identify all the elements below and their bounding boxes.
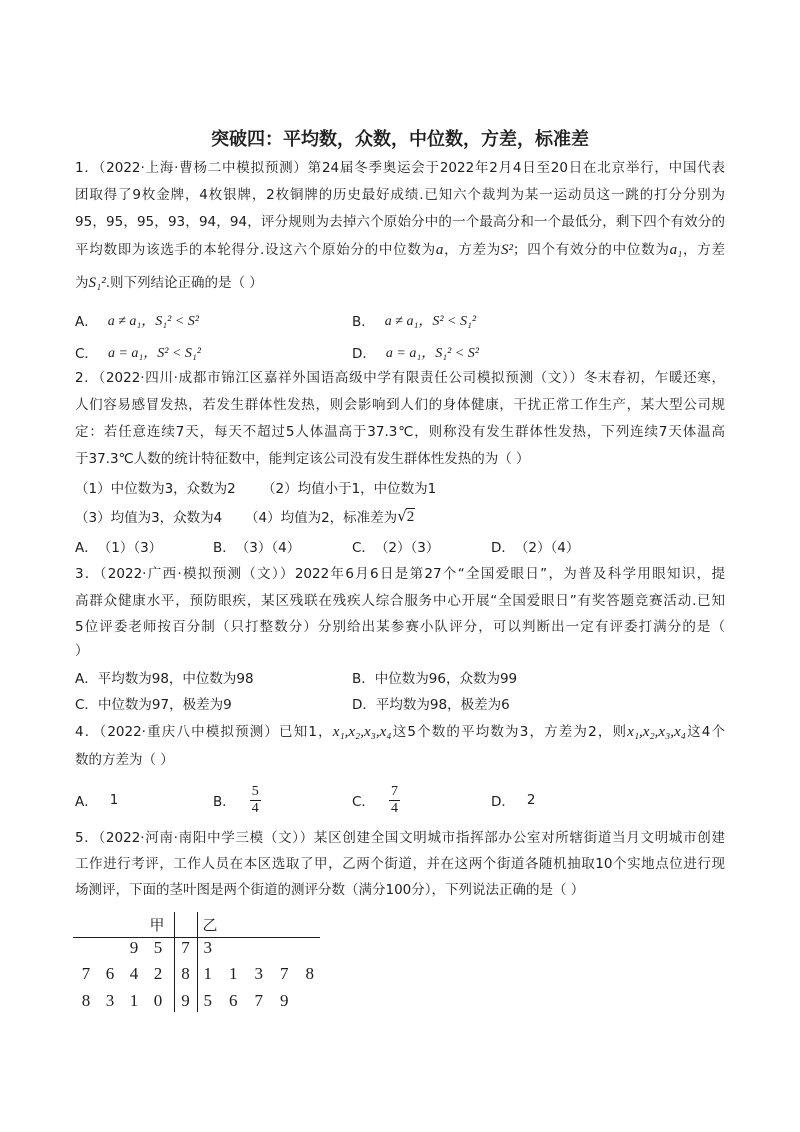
q4-line-2: 数的方差为（ ） [75,752,174,768]
q2-option-d [491,535,579,557]
q1-line-5-text-b: .则下列结论正确的是（ ） [105,275,263,291]
right-leaves [195,989,297,1013]
q2-item-3 [75,505,222,527]
q1-option-b [352,309,476,331]
leaf-digit: 8 [81,991,91,1010]
stem-value: 8 [181,964,190,983]
q4-line-1-text-b: 这5个数的平均数为3，方差为2，则 [391,724,628,740]
leaf-digit: 1 [129,991,139,1010]
item-text: （4）均值为2，标准差为 [245,510,398,526]
leaf-digit: 2 [153,964,163,983]
q1-option-d [352,341,479,363]
option-expression: a = a₁，S₁² < S² [385,346,479,361]
q4-line-1 [75,721,725,743]
fraction-denominator: 4 [390,800,398,816]
q2-line-1: 2．（2022·四川·成都市锦江区嘉祥外国语高级中学有限责任公司模拟预测（文））冬末春初，乍暖还寒， [75,370,725,386]
fraction-numerator: 5 [251,783,259,799]
q3-line-1: 3．（2022·广西·模拟预测（文））2022年6月6日是第27个“全国爱眼日”，为普及科学用眼知识，提 [75,566,725,582]
stem-leaf-row [73,936,323,960]
option-label: A． [75,314,98,330]
option-text: 平均数为98，极差为6 [375,697,510,713]
option-label: A． [75,540,98,556]
stem-leaf-row [73,962,323,986]
left-leaves [73,936,170,960]
fraction [389,784,400,817]
option-label: D． [491,540,515,556]
leaf-digit: 3 [254,964,263,983]
option-expression: a ≠ a₁，S² < S₁² [384,314,477,329]
option-text: 平均数为98，中位数为98 [97,671,254,687]
right-leaves [195,936,221,960]
option-expression: a ≠ a₁，S₁² < S² [107,314,200,329]
option-label: B． [213,794,236,810]
q2-line-2: 人们容易感冒发热，若发生群体性发热，则会影响到人们的身体健康，干扰正常工作生产，某大型公司规 [75,397,725,413]
q1-line-4-text-c: ；四个有效分的中位数为 [513,242,670,258]
q2-item-2 [262,476,436,498]
leaf-digit: 6 [229,991,238,1010]
option-label: D． [352,697,376,713]
item-text: （2）均值小于1，中位数为1 [262,481,437,497]
option-label: B． [213,540,236,556]
q1-line-4-text-a: 平均数即为该选手的本轮得分.设这六个原始分的中位数为 [75,242,436,258]
q4-option-a [75,783,118,817]
median-a1-symbol: a₁ [669,242,683,258]
q3-line-3: 5位评委老师按百分制（只打整数分）分别给出某参赛小队评分，可以判断出一定有评委打满分的是（ [75,619,725,635]
leaf-digit: 1 [229,964,238,983]
leaf-digit: 5 [153,938,163,957]
fraction-denominator: 4 [251,800,259,816]
x-variables-symbol: x₁,x₂,x₃,x₄ [627,724,686,740]
option-text: 1 [109,792,119,808]
x-variables-symbol: x₁,x₂,x₃,x₄ [332,724,392,740]
q4-option-c [352,783,400,817]
leaf-digit: 0 [153,991,163,1010]
option-label: C． [352,540,375,556]
item-text: （1）中位数为3，众数为2 [75,481,236,497]
q1-line-3: 95，95，95，93，94，94，评分规则为去掉六个原始分中的一个最高分和一个最低分，剩下四个有效分的 [75,214,725,230]
leaf-digit: 4 [129,964,139,983]
page-title: 突破四：平均数，众数，中位数，方差，标准差 [211,129,589,150]
variance-s1-symbol: S₁² [88,275,106,291]
leaf-digit: 9 [280,991,289,1010]
leaf-digit: 1 [203,964,212,983]
option-text: （1）（3） [97,540,163,556]
q2-option-c [352,535,439,557]
q4-line-1-text-c: 这4个 [685,724,725,740]
item-text: （3）均值为3，众数为4 [75,510,223,526]
q4-option-b [213,783,261,817]
option-text: 中位数为96，众数为99 [374,671,518,687]
q2-item-1 [75,476,236,498]
q2-option-b [213,535,300,557]
q4-line-1-text-a: 4．（2022·重庆八中模拟预测）已知1， [75,724,333,740]
left-header: 甲 [149,916,165,934]
q3-option-a [75,666,254,688]
leaf-digit: 8 [305,964,314,983]
q1-line-5-text-a: 为 [75,275,89,291]
option-label: A． [75,671,98,687]
q2-line-3: 定：若任意连续7天，每天不超过5人体温高于37.3℃，则称没有发生群体性发热，下列连续7天体温高 [75,424,725,440]
median-a-symbol: a [435,242,444,258]
q1-option-c [75,341,201,363]
leaf-digit: 3 [203,938,212,957]
q1-line-4 [75,239,725,261]
option-text: 2 [526,792,536,808]
q1-line-2: 团取得了9枚金牌，4枚银牌，2枚铜牌的历史最好成绩.已知六个裁判为某一运动员这一跳的打分分别为 [75,187,725,203]
q1-line-4-text-b: ，方差为 [443,242,502,258]
q1-line-1: 1．（2022·上海·曹杨二中模拟预测）第24届冬季奥运会于2022年2月4日至20日在北京举行，中国代表 [75,160,725,176]
leaf-digit: 9 [129,938,139,957]
option-text: （2）（3） [374,540,440,556]
option-expression: a = a₁，S² < S₁² [107,346,201,361]
variance-s2-symbol: S² [501,242,514,258]
leaf-digit: 3 [105,991,115,1010]
stem-value: 9 [181,991,190,1010]
option-label: B． [352,314,375,330]
q2-item-4 [245,505,415,527]
square-root-sign: √ [397,507,407,525]
option-text: 中位数为97，极差为9 [97,697,232,713]
option-label: D． [491,794,515,810]
q3-line-4: ） [75,643,89,659]
q3-option-c [75,692,232,714]
q1-option-a [75,309,199,331]
option-label: C． [75,346,98,362]
right-header: 乙 [202,916,218,934]
leaf-digit: 5 [203,991,212,1010]
q5-line-2: 工作进行考评，工作人员在本区选取了甲，乙两个街道，并在这两个街道各随机抽取10个实地点位进行现 [75,856,725,872]
leaf-digit: 7 [81,964,91,983]
option-label: B． [352,671,375,687]
q3-line-2: 高群众健康水平，预防眼疾，某区残联在残疾人综合服务中心开展“全国爱眼日”有奖答题竞赛活动.已知 [75,593,725,609]
option-label: C． [352,794,375,810]
left-leaves [73,989,170,1013]
q4-option-d [491,783,536,817]
stem-leaf-row [73,989,323,1013]
left-leaves [73,962,170,986]
option-label: D． [352,346,376,362]
fraction [250,784,261,817]
q3-option-d [352,692,510,714]
q1-line-5 [75,272,725,294]
option-text: （2）（4） [514,540,580,556]
q5-line-3: 场测评，下面的茎叶图是两个街道的测评分数（满分100分），下列说法正确的是（ ） [75,882,585,898]
stem-leaf-plot [73,912,323,1014]
q2-line-4: 于37.3℃人数的统计特征数中，能判定该公司没有发生群体性发热的为（ ） [75,451,530,467]
q3-option-b [352,666,517,688]
q1-line-4-text-d: ，方差 [682,242,726,258]
leaf-digit: 7 [254,991,263,1010]
right-leaves [195,962,323,986]
leaf-digit: 6 [105,964,115,983]
q2-option-a [75,535,162,557]
stem-value: 7 [181,938,190,957]
option-text: （3）（4） [235,540,301,556]
q5-line-1: 5．（2022·河南·南阳中学三模（文））某区创建全国文明城市指挥部办公室对所辖街道当月文明城市创建 [75,830,725,846]
option-label: A． [75,794,98,810]
option-label: C． [75,697,98,713]
fraction-numerator: 7 [390,783,398,799]
radicand: 2 [406,508,415,525]
leaf-digit: 7 [280,964,289,983]
